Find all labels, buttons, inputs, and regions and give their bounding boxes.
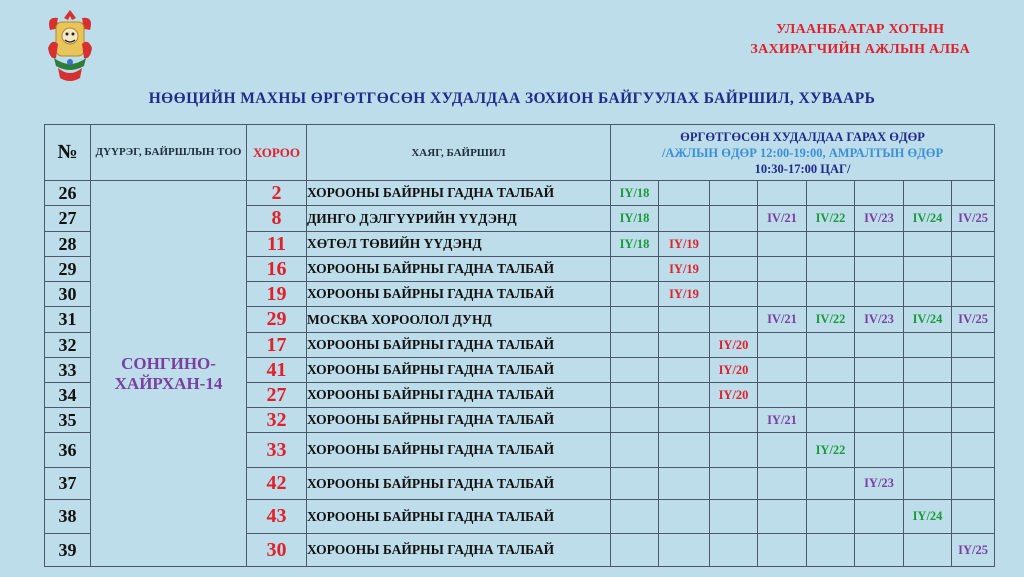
trade-day-cell — [758, 433, 807, 468]
table-row — [45, 181, 995, 206]
trade-day-cell — [855, 500, 904, 534]
khoroo-number: 2 — [247, 181, 307, 206]
trade-day-cell — [952, 333, 995, 358]
schedule-table — [44, 124, 995, 567]
trade-day-cell — [659, 408, 710, 433]
row-number: 36 — [45, 433, 91, 468]
address: ХОРООНЫ БАЙРНЫ ГАДНА ТАЛБАЙ — [307, 181, 611, 206]
row-number: 32 — [45, 333, 91, 358]
trade-day-cell — [807, 383, 855, 408]
trade-day-cell — [611, 468, 659, 500]
trade-day-cell — [659, 181, 710, 206]
trade-day-cell — [611, 358, 659, 383]
trade-day-cell — [952, 181, 995, 206]
org-line-2: ЗАХИРАГЧИЙН АЖЛЫН АЛБА — [750, 42, 970, 57]
address: ХОРООНЫ БАЙРНЫ ГАДНА ТАЛБАЙ — [307, 534, 611, 567]
trade-day-cell — [758, 500, 807, 534]
address: ХОРООНЫ БАЙРНЫ ГАДНА ТАЛБАЙ — [307, 358, 611, 383]
trade-day-cell — [659, 468, 710, 500]
trade-day-cell — [710, 232, 758, 257]
trade-day-cell — [952, 408, 995, 433]
trade-day-cell — [758, 383, 807, 408]
trade-day-cell — [952, 383, 995, 408]
khoroo-number: 30 — [247, 534, 307, 567]
trade-day-cell — [855, 333, 904, 358]
trade-day: IV/22 — [807, 307, 855, 333]
address: ХӨТӨЛ ТӨВИЙН ҮҮДЭНД — [307, 232, 611, 257]
khoroo-number: 17 — [247, 333, 307, 358]
schedule-body — [45, 181, 995, 567]
address: ХОРООНЫ БАЙРНЫ ГАДНА ТАЛБАЙ — [307, 282, 611, 307]
khoroo-number: 42 — [247, 468, 307, 500]
khoroo-number: 19 — [247, 282, 307, 307]
trade-day-cell — [807, 282, 855, 307]
trade-day: IY/18 — [611, 181, 659, 206]
table-header-row — [45, 125, 995, 181]
trade-day-cell — [710, 534, 758, 567]
trade-day-cell — [807, 534, 855, 567]
trade-day-cell — [952, 257, 995, 282]
address: ХОРООНЫ БАЙРНЫ ГАДНА ТАЛБАЙ — [307, 468, 611, 500]
trade-day: IV/23 — [855, 206, 904, 232]
trade-day-cell — [659, 358, 710, 383]
trade-day-cell — [952, 358, 995, 383]
trade-day-cell — [758, 282, 807, 307]
row-number: 39 — [45, 534, 91, 567]
org-line-1: УЛААНБААТАР ХОТЫН — [776, 22, 945, 37]
trade-day: IV/23 — [855, 307, 904, 333]
trade-day: IY/20 — [710, 333, 758, 358]
trade-day-cell — [611, 383, 659, 408]
address: МОСКВА ХОРООЛОЛ ДУНД — [307, 307, 611, 333]
trade-day: IY/25 — [952, 534, 995, 567]
trade-day-cell — [710, 307, 758, 333]
header-trade-days — [611, 125, 995, 181]
trade-day-cell — [611, 500, 659, 534]
trade-day: IV/21 — [758, 206, 807, 232]
trade-day: IY/20 — [710, 383, 758, 408]
khoroo-number: 8 — [247, 206, 307, 232]
trade-day-cell — [659, 383, 710, 408]
organization-name — [750, 20, 970, 60]
trade-day-cell — [758, 232, 807, 257]
trade-day-cell — [807, 181, 855, 206]
trade-day-cell — [611, 307, 659, 333]
row-number: 30 — [45, 282, 91, 307]
trade-day-cell — [758, 358, 807, 383]
trade-day: IY/20 — [710, 358, 758, 383]
trade-day-cell — [952, 282, 995, 307]
trade-day-cell — [807, 358, 855, 383]
header-address: ХАЯГ, БАЙРШИЛ — [307, 125, 611, 181]
trade-day-cell — [611, 534, 659, 567]
trade-day: IV/21 — [758, 307, 807, 333]
trade-day-cell — [710, 500, 758, 534]
trade-day-cell — [855, 433, 904, 468]
khoroo-number: 33 — [247, 433, 307, 468]
trade-day-cell — [611, 282, 659, 307]
trade-day-cell — [758, 534, 807, 567]
row-number: 33 — [45, 358, 91, 383]
trade-day: IV/25 — [952, 206, 995, 232]
address: ХОРООНЫ БАЙРНЫ ГАДНА ТАЛБАЙ — [307, 383, 611, 408]
khoroo-number: 41 — [247, 358, 307, 383]
row-number: 34 — [45, 383, 91, 408]
trade-day-cell — [807, 333, 855, 358]
trade-day-cell — [807, 408, 855, 433]
trade-day-cell — [904, 257, 952, 282]
trade-day: IV/22 — [807, 206, 855, 232]
trade-day-cell — [807, 232, 855, 257]
header-days-line-1: ӨРГӨТГӨСӨН ХУДАЛДАА ГАРАХ ӨДӨР — [680, 129, 925, 144]
trade-day: IY/21 — [758, 408, 807, 433]
row-number: 31 — [45, 307, 91, 333]
trade-day: IY/18 — [611, 232, 659, 257]
trade-day: IY/19 — [659, 282, 710, 307]
trade-day: IY/24 — [904, 500, 952, 534]
trade-day-cell — [710, 468, 758, 500]
trade-day-cell — [710, 181, 758, 206]
page-title: НӨӨЦИЙН МАХНЫ ӨРГӨТГӨСӨН ХУДАЛДАА ЗОХИОН БАЙГУУЛАХ БАЙРШИЛ, ХУВААРЬ — [148, 90, 876, 107]
trade-day-cell — [904, 232, 952, 257]
trade-day: IY/19 — [659, 232, 710, 257]
row-number: 37 — [45, 468, 91, 500]
khoroo-number: 16 — [247, 257, 307, 282]
trade-day-cell — [952, 468, 995, 500]
trade-day-cell — [659, 500, 710, 534]
header-district: ДҮҮРЭГ, БАЙРШЛЫН ТОО — [91, 125, 247, 181]
trade-day-cell — [904, 383, 952, 408]
trade-day-cell — [807, 468, 855, 500]
khoroo-number: 43 — [247, 500, 307, 534]
trade-day-cell — [904, 358, 952, 383]
trade-day: IY/18 — [611, 206, 659, 232]
trade-day: IV/24 — [904, 206, 952, 232]
trade-day-cell — [659, 333, 710, 358]
trade-day-cell — [710, 257, 758, 282]
trade-day-cell — [952, 500, 995, 534]
khoroo-number: 32 — [247, 408, 307, 433]
trade-day-cell — [807, 500, 855, 534]
trade-day: IV/25 — [952, 307, 995, 333]
trade-day-cell — [952, 232, 995, 257]
trade-day-cell — [758, 468, 807, 500]
trade-day-cell — [659, 206, 710, 232]
address: ДИНГО ДЭЛГҮҮРИЙН ҮҮДЭНД — [307, 206, 611, 232]
trade-day-cell — [855, 232, 904, 257]
trade-day-cell — [904, 433, 952, 468]
trade-day-cell — [904, 333, 952, 358]
address: ХОРООНЫ БАЙРНЫ ГАДНА ТАЛБАЙ — [307, 408, 611, 433]
trade-day-cell — [611, 333, 659, 358]
header-khoroo: ХОРОО — [247, 125, 307, 181]
row-number: 38 — [45, 500, 91, 534]
trade-day-cell — [758, 257, 807, 282]
trade-day-cell — [710, 282, 758, 307]
trade-day-cell — [855, 534, 904, 567]
trade-day-cell — [710, 433, 758, 468]
trade-day-cell — [659, 433, 710, 468]
trade-day-cell — [952, 433, 995, 468]
trade-day-cell — [855, 282, 904, 307]
trade-day-cell — [855, 181, 904, 206]
header-days-line-3: 10:30-17:00 ЦАГ/ — [754, 161, 851, 176]
trade-day-cell — [710, 408, 758, 433]
trade-day-cell — [904, 282, 952, 307]
trade-day-cell — [659, 307, 710, 333]
row-number: 28 — [45, 232, 91, 257]
trade-day: IV/24 — [904, 307, 952, 333]
header-number: № — [45, 125, 91, 181]
trade-day-cell — [855, 257, 904, 282]
trade-day-cell — [904, 181, 952, 206]
trade-day-cell — [710, 206, 758, 232]
trade-day-cell — [904, 534, 952, 567]
row-number: 29 — [45, 257, 91, 282]
khoroo-number: 27 — [247, 383, 307, 408]
trade-day-cell — [659, 534, 710, 567]
trade-day-cell — [611, 433, 659, 468]
trade-day-cell — [758, 333, 807, 358]
address: ХОРООНЫ БАЙРНЫ ГАДНА ТАЛБАЙ — [307, 433, 611, 468]
district-name: СОНГИНО-ХАЙРХАН-14 — [91, 181, 247, 567]
trade-day-cell — [855, 358, 904, 383]
trade-day-cell — [904, 408, 952, 433]
trade-day-cell — [758, 181, 807, 206]
trade-day: IY/23 — [855, 468, 904, 500]
address: ХОРООНЫ БАЙРНЫ ГАДНА ТАЛБАЙ — [307, 500, 611, 534]
trade-day: IY/22 — [807, 433, 855, 468]
trade-day: IY/19 — [659, 257, 710, 282]
address: ХОРООНЫ БАЙРНЫ ГАДНА ТАЛБАЙ — [307, 257, 611, 282]
trade-day-cell — [611, 257, 659, 282]
khoroo-number: 29 — [247, 307, 307, 333]
row-number: 35 — [45, 408, 91, 433]
header-days-line-2: /АЖЛЫН ӨДӨР 12:00-19:00, АМРАЛТЫН ӨДӨР — [661, 145, 944, 160]
address: ХОРООНЫ БАЙРНЫ ГАДНА ТАЛБАЙ — [307, 333, 611, 358]
trade-day-cell — [807, 257, 855, 282]
trade-day-cell — [611, 408, 659, 433]
khoroo-number: 11 — [247, 232, 307, 257]
city-emblem-icon — [42, 8, 98, 84]
trade-day-cell — [855, 408, 904, 433]
row-number: 27 — [45, 206, 91, 232]
row-number: 26 — [45, 181, 91, 206]
trade-day-cell — [855, 383, 904, 408]
trade-day-cell — [904, 468, 952, 500]
